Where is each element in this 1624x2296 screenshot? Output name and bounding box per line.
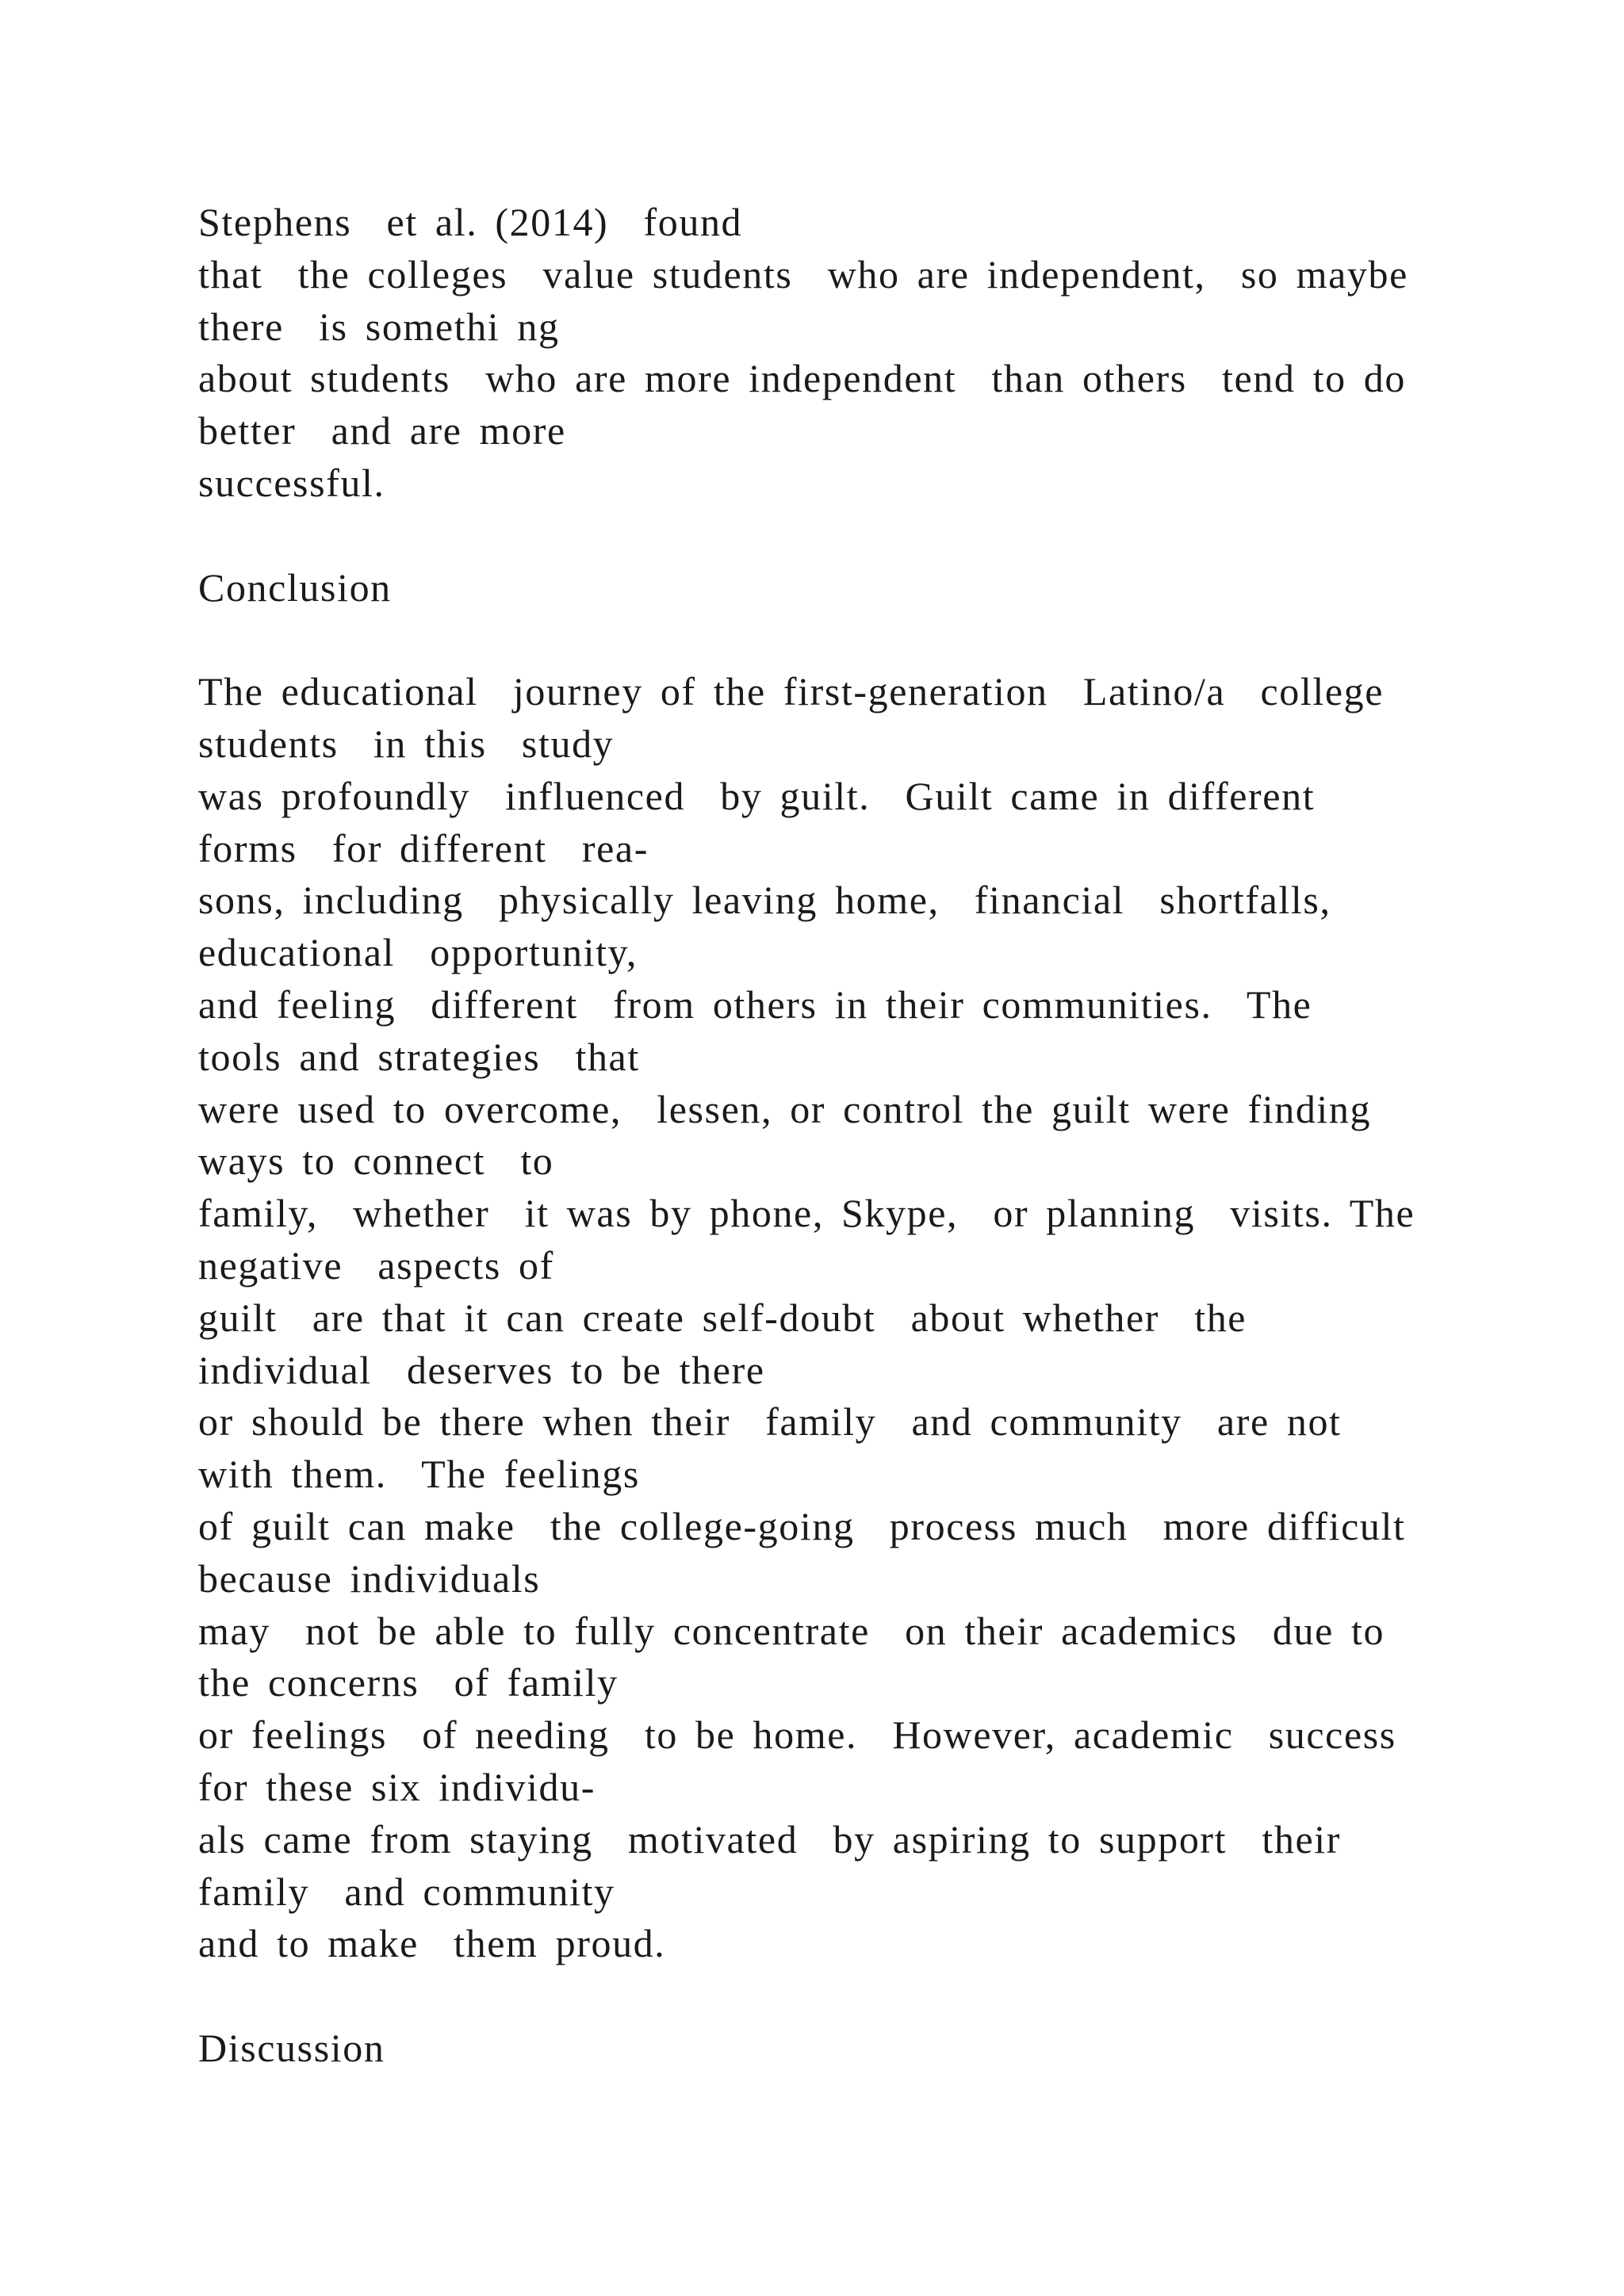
text-line: ways to connect to (198, 1138, 554, 1184)
blank-line (198, 510, 1610, 562)
text-line: family and community (198, 1869, 615, 1914)
document-body (198, 197, 1610, 2075)
text-line: about students who are more independent than others tend to do (198, 356, 1406, 401)
text-line: better and are more (198, 408, 566, 453)
text-line: individual deserves to be there (198, 1347, 765, 1392)
text-line: students in this study (198, 721, 615, 766)
section-heading-conclusion: Conclusion (198, 564, 392, 610)
text-line: Stephens et al. (2014) found (198, 200, 743, 244)
text-line: that the colleges value students who are independent, so maybe (198, 251, 1408, 297)
text-line: The educational journey of the first-generation Latino/a college (198, 669, 1385, 714)
section-heading-discussion: Discussion (198, 2025, 385, 2070)
blank-line (198, 1970, 1610, 2022)
text-line: sons, including physically leaving home, financial shortfalls, (198, 878, 1331, 923)
text-line: guilt are that it can create self-doubt about whether the (198, 1295, 1247, 1340)
text-line: there is somethi ng (198, 304, 560, 349)
paragraph-conclusion (198, 666, 1610, 1970)
text-line: or feelings of needing to be home. However, academic success (198, 1712, 1396, 1758)
text-line: educational opportunity, (198, 930, 638, 975)
paragraph-intro (198, 197, 1610, 510)
text-line: or should be there when their family and community are not (198, 1399, 1342, 1445)
text-line: and to make them proud. (198, 1921, 666, 1966)
text-line: forms for different rea- (198, 825, 649, 871)
text-line: for these six individu- (198, 1764, 596, 1809)
text-line: tools and strategies that (198, 1034, 640, 1079)
text-line: was profoundly influenced by guilt. Guilt came in different (198, 773, 1316, 818)
text-line: family, whether it was by phone, Skype, or planning visits. The (198, 1191, 1415, 1236)
text-line: successful. (198, 460, 385, 505)
text-line: with them. The feelings (198, 1452, 640, 1497)
text-line: may not be able to fully concentrate on their academics due to (198, 1608, 1385, 1653)
text-line: of guilt can make the college-going process much more difficult (198, 1503, 1406, 1548)
text-line: because individuals (198, 1556, 541, 1601)
text-line: negative aspects of (198, 1242, 554, 1288)
text-line: and feeling different from others in their communities. The (198, 982, 1312, 1027)
text-line: als came from staying motivated by aspiring to support their (198, 1816, 1341, 1862)
text-line: were used to overcome, lessen, or control the guilt were finding (198, 1086, 1372, 1131)
blank-line (198, 614, 1610, 666)
text-line: the concerns of family (198, 1660, 619, 1705)
